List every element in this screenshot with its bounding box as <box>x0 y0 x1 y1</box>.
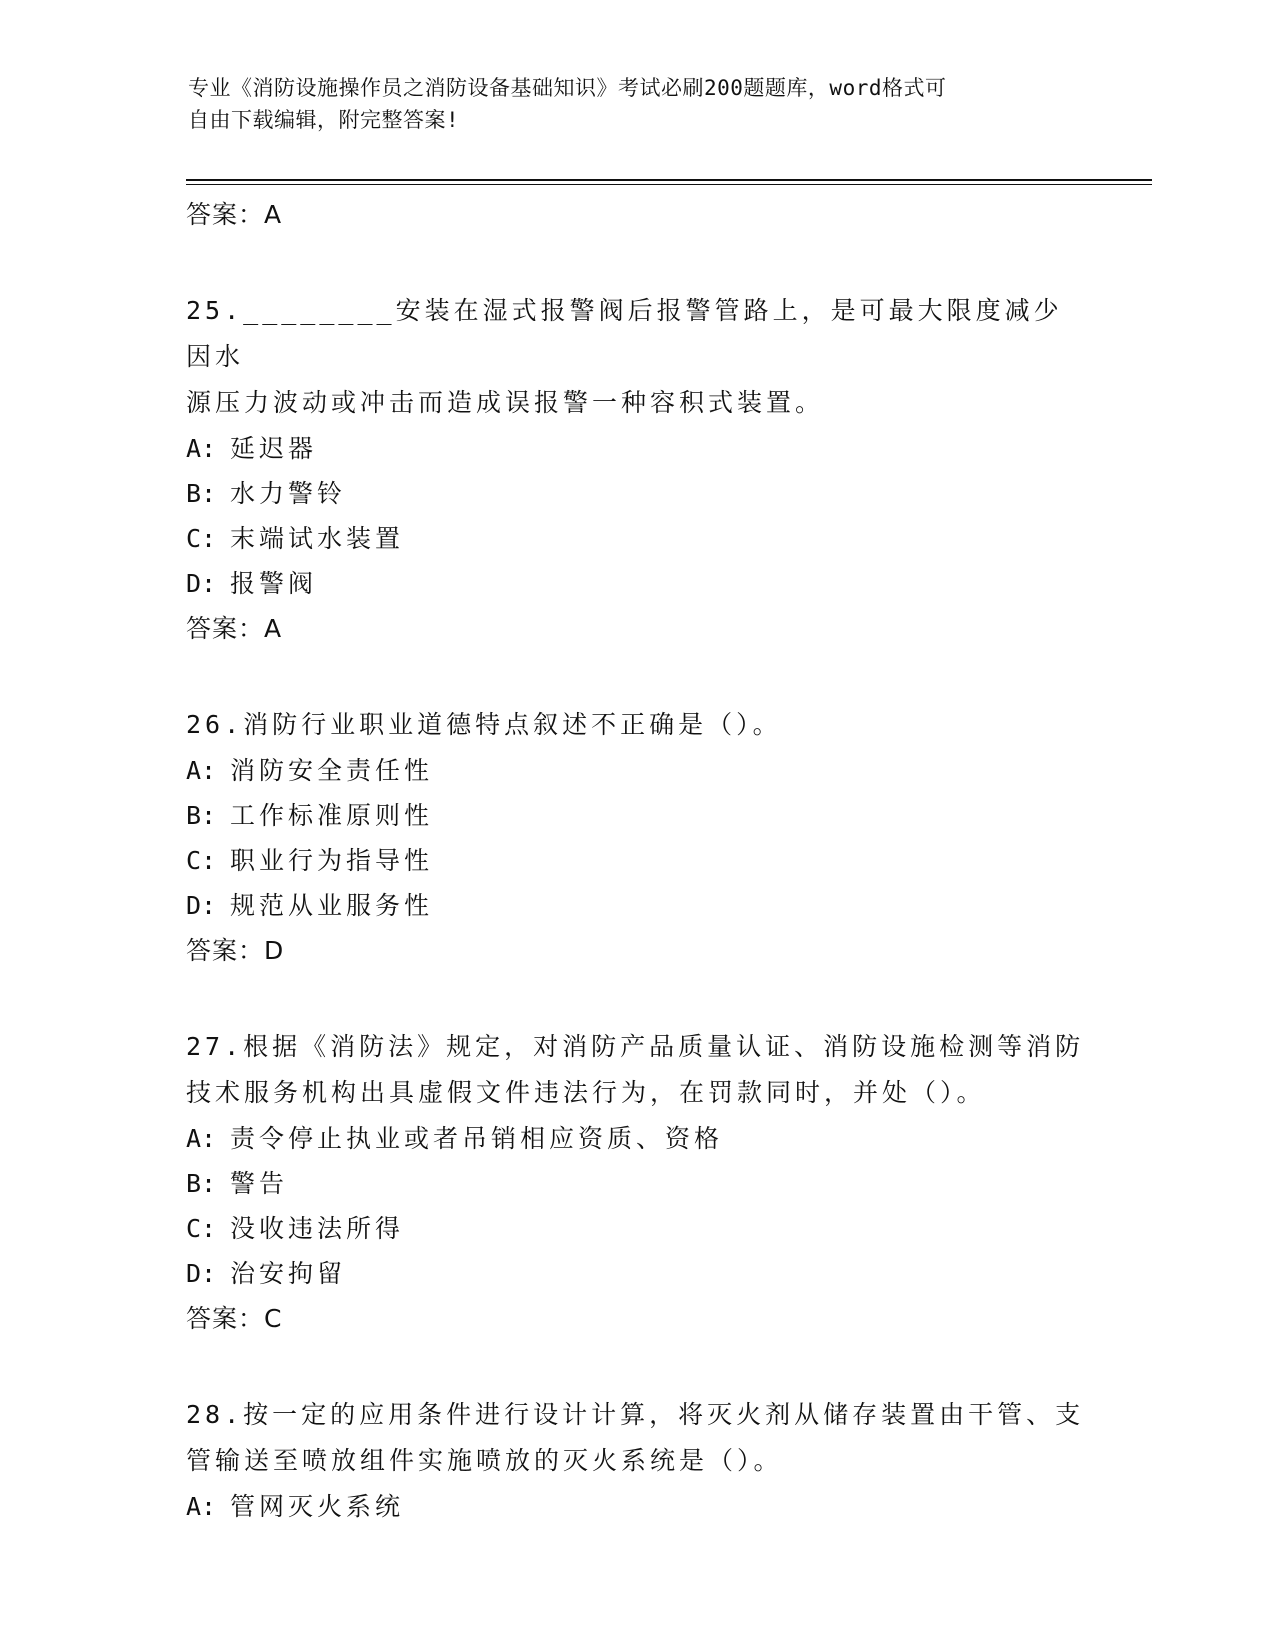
option-letter: D: <box>186 891 217 920</box>
question-text-line: 25.________安装在湿式报警阀后报警管路上，是可最大限度减少因水 <box>186 296 1063 371</box>
question-text <box>186 1024 1086 1116</box>
option-text: 规范从业服务性 <box>230 891 434 920</box>
header-line-1: 专业《消防设施操作员之消防设备基础知识》考试必刷200题题库，word格式可 <box>188 76 947 100</box>
option-text: 末端试水装置 <box>230 524 405 553</box>
answer-line: 答案：A <box>186 614 283 643</box>
option-letter: B: <box>186 1169 217 1198</box>
page-header <box>188 72 1068 136</box>
option-a <box>186 1116 1086 1161</box>
option-letter: A: <box>186 756 217 785</box>
option-text: 治安拘留 <box>230 1259 347 1288</box>
question-text-line: 28.按一定的应用条件进行设计计算，将灭火剂从储存装置由干管、支 <box>186 1400 1085 1429</box>
option-text: 消防安全责任性 <box>230 756 434 785</box>
option-text: 职业行为指导性 <box>230 846 434 875</box>
option-c <box>186 1206 1086 1251</box>
header-line-2: 自由下载编辑，附完整答案! <box>188 108 460 132</box>
option-letter: A: <box>186 434 217 463</box>
question-28 <box>186 1392 1086 1529</box>
question-27 <box>186 1024 1086 1342</box>
option-text: 没收违法所得 <box>230 1214 405 1243</box>
option-letter: B: <box>186 479 217 508</box>
option-a <box>186 1484 1086 1529</box>
option-b <box>186 471 1086 516</box>
option-d <box>186 883 1086 928</box>
question-text <box>186 702 1086 748</box>
option-b <box>186 793 1086 838</box>
question-text-line: 管输送至喷放组件实施喷放的灭火系统是（）。 <box>186 1446 783 1475</box>
question-26 <box>186 702 1086 974</box>
option-text: 工作标准原则性 <box>230 801 434 830</box>
question-25 <box>186 288 1086 652</box>
question-text-line: 源压力波动或冲击而造成误报警一种容积式装置。 <box>186 388 825 417</box>
header-divider-thin <box>186 184 1152 185</box>
option-text: 报警阀 <box>230 569 318 598</box>
question-text <box>186 288 1086 426</box>
option-c <box>186 516 1086 561</box>
option-letter: A: <box>186 1124 217 1153</box>
question-text-line: 技术服务机构出具虚假文件违法行为，在罚款同时，并处（）。 <box>186 1078 986 1107</box>
option-text: 责令停止执业或者吊销相应资质、资格 <box>230 1124 724 1153</box>
header-divider-thick <box>186 179 1152 181</box>
question-text-line: 27.根据《消防法》规定，对消防产品质量认证、消防设施检测等消防 <box>186 1032 1085 1061</box>
option-text: 警告 <box>230 1169 289 1198</box>
document-body <box>186 192 1086 1529</box>
option-text: 管网灭火系统 <box>230 1492 405 1521</box>
option-letter: C: <box>186 1214 217 1243</box>
answer-line: 答案：A <box>186 200 283 229</box>
answer-line: 答案：D <box>186 936 285 965</box>
option-d <box>186 1251 1086 1296</box>
option-letter: D: <box>186 569 217 598</box>
option-letter: C: <box>186 524 217 553</box>
option-letter: D: <box>186 1259 217 1288</box>
option-c <box>186 838 1086 883</box>
question-text <box>186 1392 1086 1484</box>
option-a <box>186 426 1086 471</box>
option-text: 水力警铃 <box>230 479 347 508</box>
option-letter: C: <box>186 846 217 875</box>
option-a <box>186 748 1086 793</box>
option-d <box>186 561 1086 606</box>
option-text: 延迟器 <box>230 434 318 463</box>
option-letter: B: <box>186 801 217 830</box>
option-letter: A: <box>186 1492 217 1521</box>
question-text-line: 26.消防行业职业道德特点叙述不正确是（）。 <box>186 710 782 739</box>
answer-line: 答案：C <box>186 1304 283 1333</box>
option-b <box>186 1161 1086 1206</box>
